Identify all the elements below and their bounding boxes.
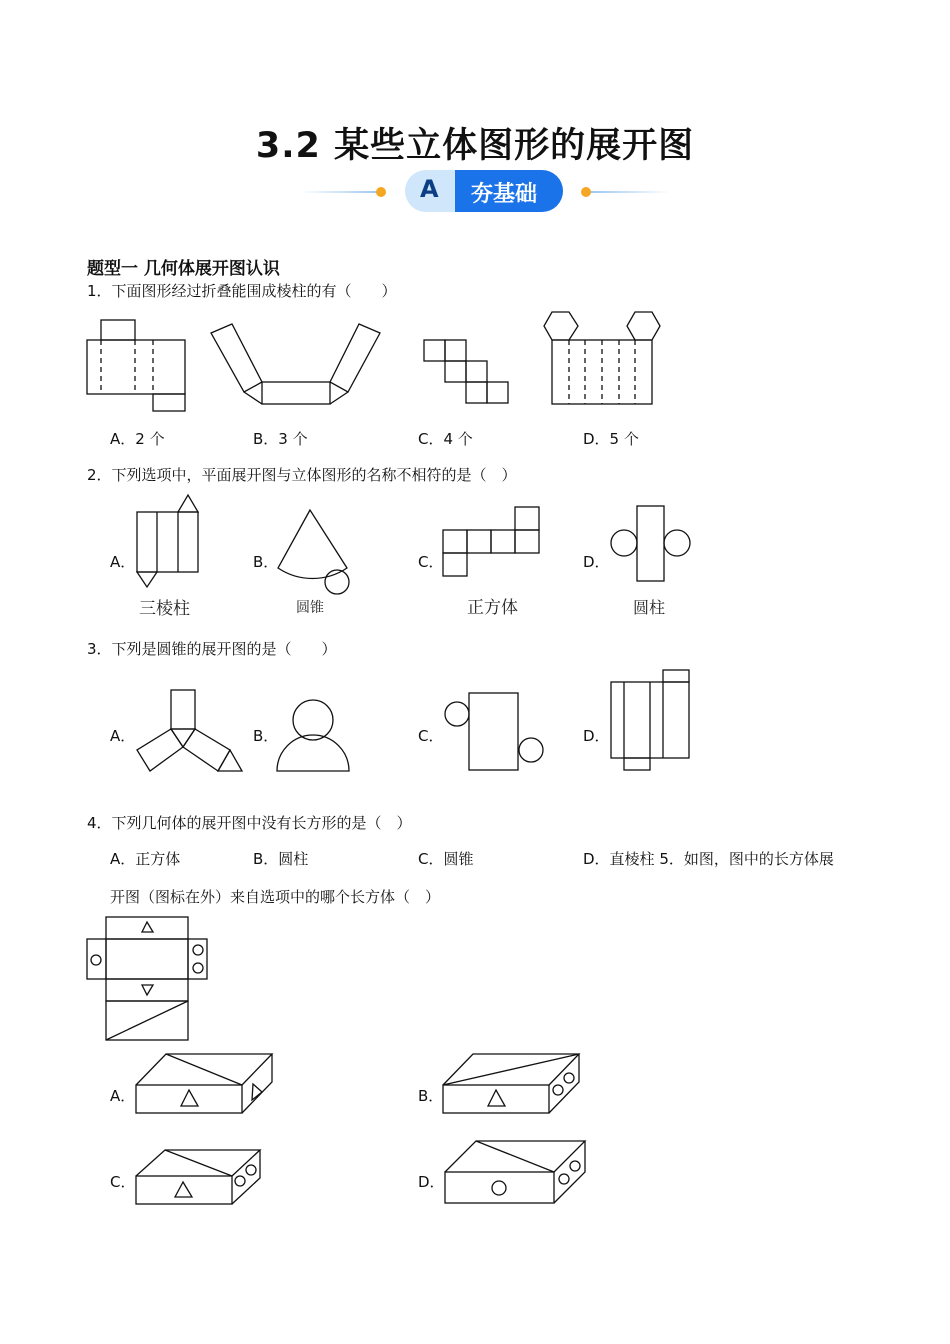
question-5: 开图（图标在外）来自选项中的哪个长方体（ ） <box>110 888 441 906</box>
q1-option-b[interactable]: B．3 个 <box>253 430 308 448</box>
q3-option-c[interactable]: C． <box>418 727 444 745</box>
q5-option-d[interactable]: D． <box>418 1173 445 1191</box>
q1-option-a[interactable]: A．2 个 <box>110 430 165 448</box>
q2-caption-b: 圆锥 <box>296 600 324 616</box>
q2-caption-a: 三棱柱 <box>139 599 190 619</box>
q4-option-a[interactable]: A．正方体 <box>110 850 181 868</box>
q3-option-b[interactable]: B． <box>253 727 279 745</box>
q5-net <box>87 917 207 1040</box>
section-heading: 题型一 几何体展开图认识 <box>87 259 280 279</box>
question-4: 4．下列几何体的展开图中没有长方形的是（ ） <box>87 814 412 832</box>
q5-box-d <box>445 1141 585 1203</box>
q4-option-b[interactable]: B．圆柱 <box>253 850 309 868</box>
q2-caption-c: 正方体 <box>467 598 518 618</box>
q4-option-d[interactable]: D．直棱柱 5．如图，图中的长方体展 <box>583 850 834 868</box>
q2-caption-d: 圆柱 <box>633 598 666 617</box>
q2-option-a[interactable]: A． <box>110 553 136 571</box>
q5-option-a[interactable]: A． <box>110 1087 136 1105</box>
q5-option-b[interactable]: B． <box>418 1087 444 1105</box>
banner-label: 夯基础 <box>471 182 538 207</box>
question-2: 2．下列选项中，平面展开图与立体图形的名称不相符的是（ ） <box>87 466 517 484</box>
q5-option-c[interactable]: C． <box>110 1173 136 1191</box>
q2-option-b[interactable]: B． <box>253 553 279 571</box>
q4-option-c[interactable]: C．圆锥 <box>418 850 474 868</box>
q5-box-c <box>136 1150 260 1204</box>
question-1: 1．下面图形经过折叠能围成棱柱的有（ ） <box>87 282 397 300</box>
q5-box-b <box>443 1054 579 1113</box>
banner-letter: A <box>420 175 439 203</box>
q3-option-d[interactable]: D． <box>583 727 610 745</box>
question-3: 3．下列是圆锥的展开图的是（ ） <box>87 640 337 658</box>
q3-option-a[interactable]: A． <box>110 727 136 745</box>
page-title: 3.2 某些立体图形的展开图 <box>255 126 695 166</box>
q2-option-d[interactable]: D． <box>583 553 610 571</box>
q2-option-c[interactable]: C． <box>418 553 444 571</box>
q1-option-c[interactable]: C．4 个 <box>418 430 473 448</box>
q1-option-d[interactable]: D．5 个 <box>583 430 639 448</box>
q5-box-a <box>136 1054 272 1113</box>
